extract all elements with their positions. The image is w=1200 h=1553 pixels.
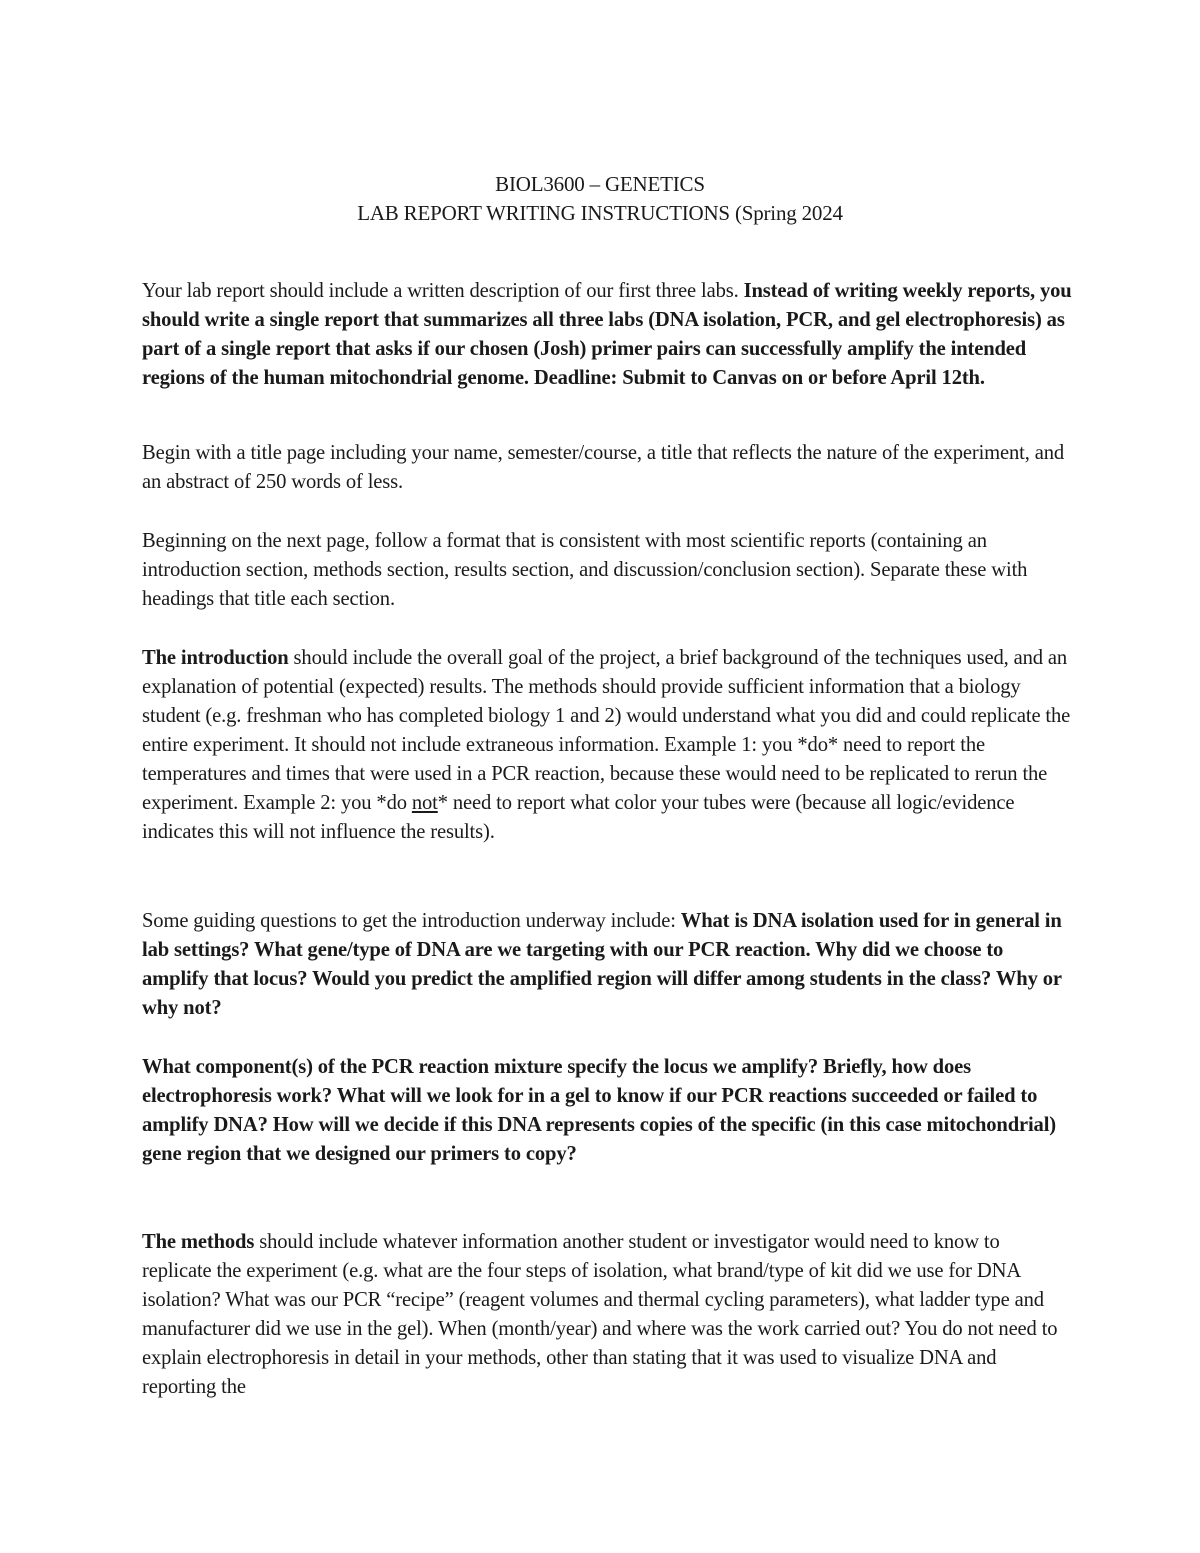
guiding-questions-bold: What is DNA isolation used for in general in lab settings? What gene/type of DNA are we targeting with our PCR reaction. Why did we choose to amplify that locus? Would you predict the amplified region will differ among students in the class? Why or why not? xyxy=(142,910,1062,1019)
introduction-heading: The introduction xyxy=(142,647,289,669)
paragraph-introduction xyxy=(142,644,1072,847)
paragraph-format xyxy=(142,527,1072,614)
guiding-questions-intro: Some guiding questions to get the introduction underway include: xyxy=(142,910,681,932)
introduction-text-a: should include the overall goal of the project, a brief background of the techniques used, and an explanation of potential (expected) results. The methods should provide sufficient information that a biology student (e.g. freshman who has completed biology 1 and 2) would understand what you did and could replicate the entire experiment. It should not include extraneous information. Example 1: you *do* need to report the temperatures and times that were used in a PCR reaction, because these would need to be replicated to rerun the experiment. Example 2: you *do xyxy=(142,647,1071,814)
paragraph-guiding-questions xyxy=(142,907,1072,1023)
paragraph-pcr-questions xyxy=(142,1053,1072,1169)
paragraph-title-page xyxy=(142,439,1072,497)
underlined-not: not xyxy=(411,792,438,814)
methods-text: should include whatever information another student or investigator would need to know to replicate the experiment (e.g. what are the four steps of isolation, what brand/type of kit did we use for DNA isolation? What was our PCR “recipe” (reagent volumes and thermal cycling parameters), what ladder type and manufacturer did we use in the gel). When (month/year) and where was the work carried out? You do not need to explain electrophoresis in detail in your methods, other than stating that it was used to visualize DNA and reporting the xyxy=(142,1231,1058,1398)
document-title: LAB REPORT WRITING INSTRUCTIONS (Spring 2024 xyxy=(357,201,843,225)
format-text: Beginning on the next page, follow a format that is consistent with most scientific reports (containing an introduction section, methods section, results section, and discussion/conclusion section). Separate these with headings that title each section. xyxy=(142,530,1028,610)
paragraph-methods xyxy=(142,1228,1072,1402)
pcr-questions-bold: What component(s) of the PCR reaction mixture specify the locus we amplify? Briefly, how does electrophoresis work? What will we look for in a gel to know if our PCR reactions succeeded or failed to amplify DNA? How will we decide if this DNA represents copies of the specific (in this case mitochondrial) gene region that we designed our primers to copy? xyxy=(142,1056,1056,1165)
paragraph-overview xyxy=(142,277,1072,393)
methods-heading: The methods xyxy=(142,1231,255,1253)
introduction-text-b: * need to report what color your tubes were (because all logic/evidence indicates this will not influence the results). xyxy=(142,792,1015,843)
title-block xyxy=(0,170,1200,228)
overview-bold-text: Instead of writing weekly reports, you should write a single report that summarizes all three labs (DNA isolation, PCR, and gel electrophoresis) as part of a single report that asks if our chosen (Josh) primer pairs can successfully amplify the intended regions of the human mitochondrial genome. Deadline: Submit to Canvas on or before April 12th. xyxy=(142,280,1072,389)
course-title: BIOL3600 – GENETICS xyxy=(495,172,705,196)
title-page-text: Begin with a title page including your name, semester/course, a title that reflects the nature of the experiment, and an abstract of 250 words of less. xyxy=(142,442,1065,493)
overview-text: Your lab report should include a written description of our first three labs. xyxy=(142,280,744,302)
